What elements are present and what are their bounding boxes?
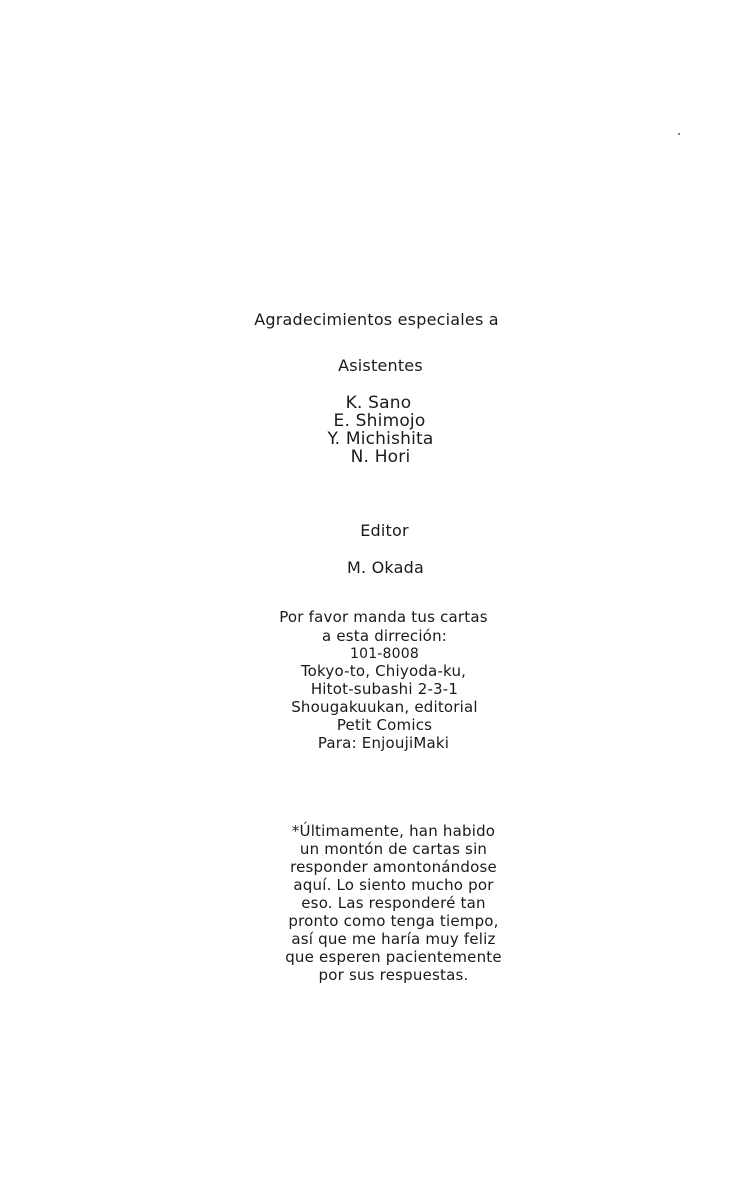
editor-heading: Editor [360,521,409,540]
address-line: Shougakuukan, editorial [291,698,478,716]
postal-code: 101-8008 [349,646,419,662]
note-line: aquí. Lo siento mucho por [293,876,494,894]
note-line: un montón de cartas sin [299,840,488,858]
address-line: Hitot-subashi 2-3-1 [310,680,459,698]
assistant-name: N. Hori [350,447,411,467]
recipient-line: Para: EnjoujiMaki [317,734,450,752]
mail-instruction: Por favor manda tus cartas [279,608,488,626]
assistant-name: K. Sano [345,393,412,413]
note-line: eso. Las responderé tan [301,894,486,912]
assistants-heading: Asistentes [338,356,423,375]
scan-speck [678,133,680,135]
address-line: Tokyo-to, Chiyoda-ku, [300,662,467,680]
note-line: pronto como tenga tiempo, [288,912,499,930]
note-line: así que me haría muy feliz [291,930,496,948]
note-line: responder amontonándose [290,858,497,876]
note-line: que esperen pacientemente [285,948,502,966]
note-line: *Últimamente, han habido [291,822,496,840]
assistant-name: E. Shimojo [333,411,426,431]
special-thanks-heading: Agradecimientos especiales a [254,310,499,329]
note-line: por sus respuestas. [318,966,469,984]
assistant-name: Y. Michishita [327,429,434,449]
address-line: Petit Comics [336,716,433,734]
editor-name: M. Okada [347,558,424,577]
mail-instruction: a esta dirreción: [321,627,448,645]
